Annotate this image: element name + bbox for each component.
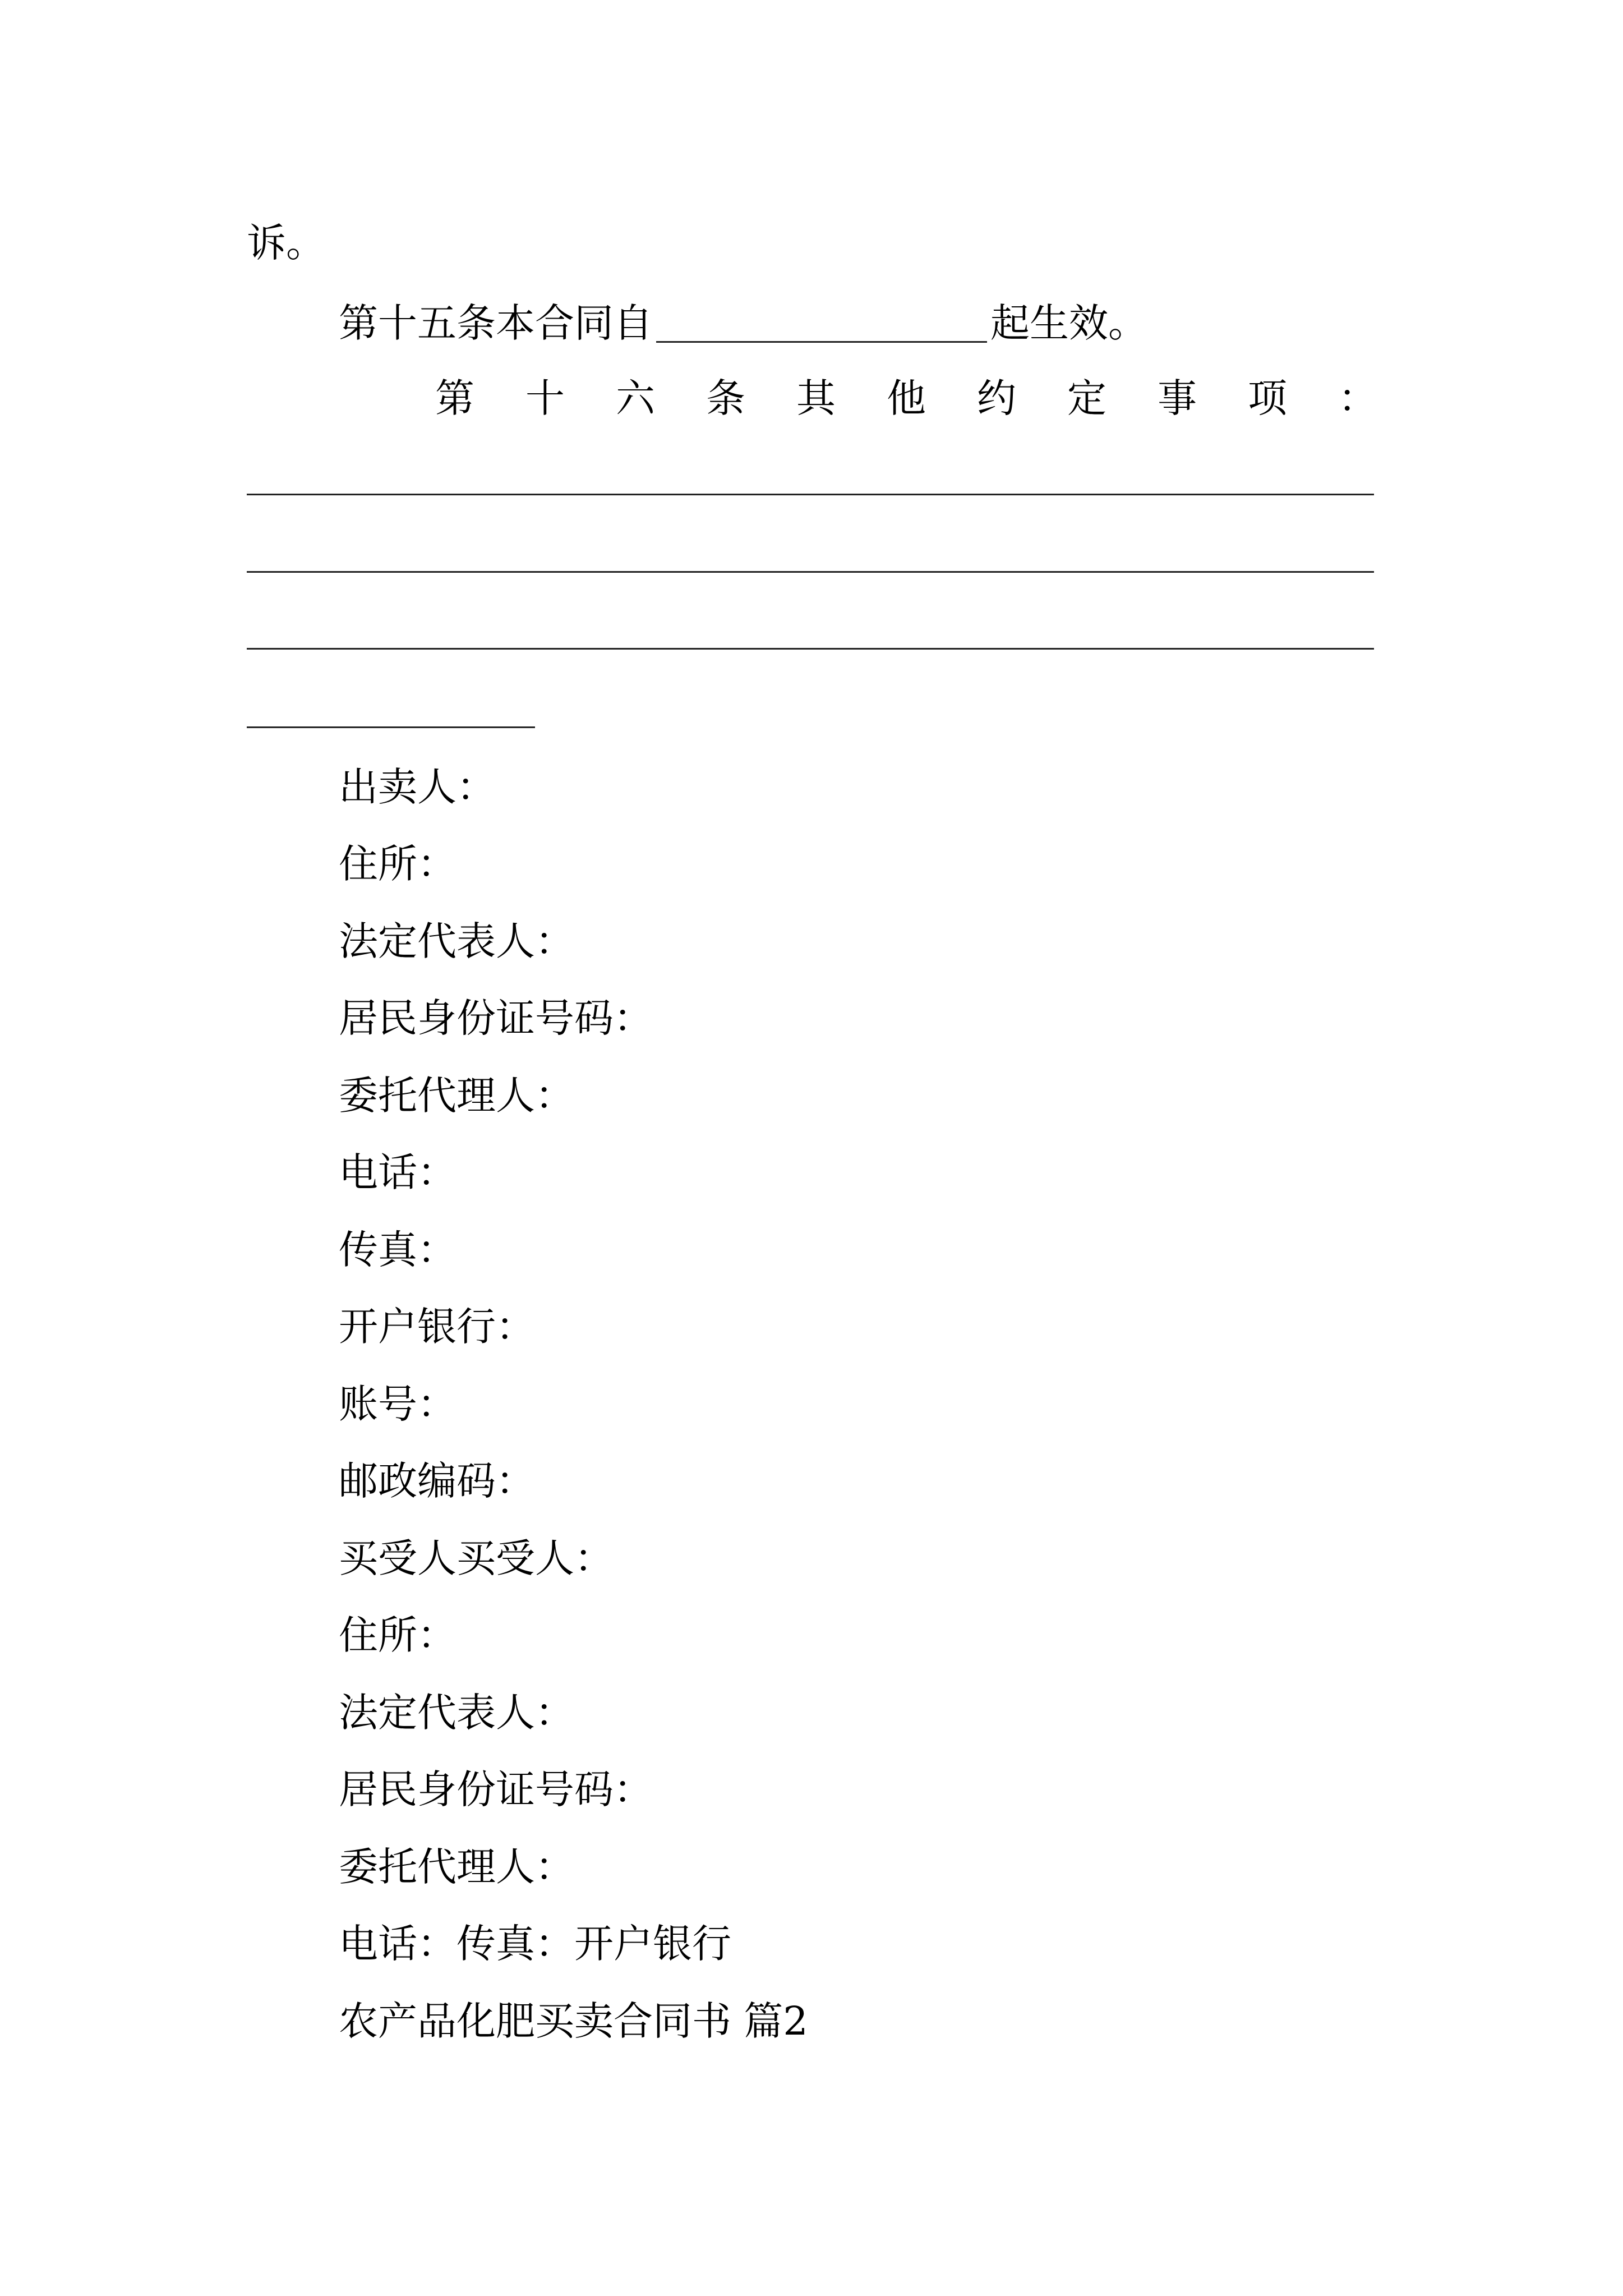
clause-16-char: ： xyxy=(1338,375,1377,421)
seller-address-label: 住所： xyxy=(339,841,457,887)
effective-date-blank[interactable] xyxy=(656,302,987,343)
seller-fax-label: 传真： xyxy=(339,1227,457,1273)
clause-16-char: 十 xyxy=(525,375,565,421)
clause-16-char: 第 xyxy=(435,375,474,421)
buyer-id-label: 居民身份证号码： xyxy=(339,1766,653,1812)
seller-id-label: 居民身份证号码： xyxy=(339,995,653,1041)
fill-in-line[interactable] xyxy=(247,571,1374,573)
clause-15 xyxy=(339,300,1147,346)
seller-phone-label: 电话： xyxy=(339,1149,457,1195)
clause-16-char: 六 xyxy=(616,375,655,421)
fill-in-line[interactable] xyxy=(247,648,1374,650)
next-contract-title: 农产品化肥买卖合同书 篇2 xyxy=(339,1998,808,2044)
clause-16-char: 条 xyxy=(706,375,745,421)
clause-16-char: 他 xyxy=(887,375,926,421)
buyer-contact-line: 电话：传真：开户银行 xyxy=(339,1921,731,1967)
clause-16-char: 项 xyxy=(1248,375,1287,421)
clause-16-char: 约 xyxy=(977,375,1016,421)
seller-title: 出卖人： xyxy=(339,764,496,810)
seller-bank-label: 开户银行： xyxy=(339,1304,535,1350)
buyer-agent-label: 委托代理人： xyxy=(339,1844,574,1890)
clause-16-char: 事 xyxy=(1158,375,1197,421)
fill-in-line[interactable] xyxy=(247,726,535,728)
clause-16-heading xyxy=(435,375,1377,421)
continuation-text: 诉。 xyxy=(247,220,325,266)
seller-legal-rep-label: 法定代表人： xyxy=(339,918,574,964)
clause-15-suffix: 起生效。 xyxy=(990,300,1147,346)
clause-15-prefix: 第十五条本合同自 xyxy=(339,300,653,346)
buyer-address-label: 住所： xyxy=(339,1612,457,1658)
buyer-title: 买受人买受人： xyxy=(339,1535,614,1581)
seller-agent-label: 委托代理人： xyxy=(339,1073,574,1119)
buyer-legal-rep-label: 法定代表人： xyxy=(339,1690,574,1736)
clause-16-char: 其 xyxy=(796,375,836,421)
clause-16-char: 定 xyxy=(1067,375,1106,421)
fill-in-line[interactable] xyxy=(247,494,1374,495)
seller-postcode-label: 邮政编码： xyxy=(339,1458,535,1504)
seller-account-label: 账号： xyxy=(339,1381,457,1427)
